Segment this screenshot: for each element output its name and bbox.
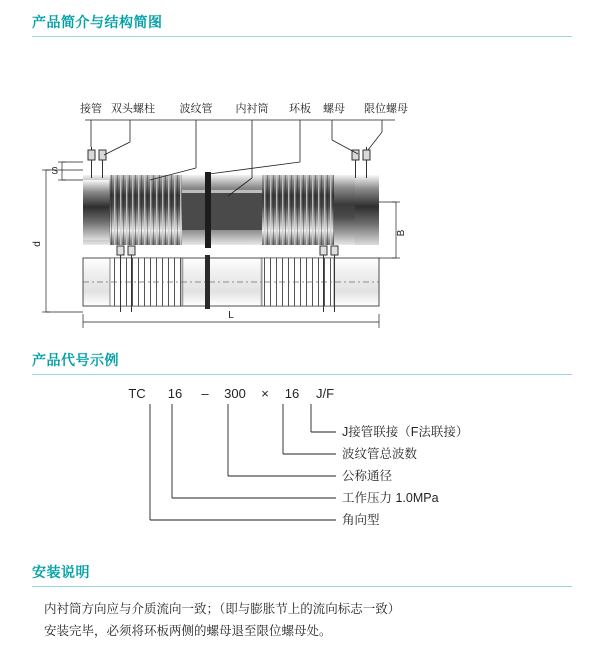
section-intro-divider [32,36,572,37]
code-legend-2: 公称通径 [342,469,393,483]
code-token-0: TC [128,386,146,401]
section-install-title: 安装说明 [32,564,90,580]
section-install-divider [32,586,572,587]
diagram-label-3: 内衬筒 [235,103,269,115]
product-code-example [0,380,600,540]
diagram-label-1: 双头螺柱 [111,103,155,115]
code-legend-0: J接管联接（F法联接） [342,425,469,439]
code-legend-4: 角向型 [342,513,380,527]
diagram-label-0: 接管 [80,103,102,115]
dim-label-s: S [51,166,58,177]
section-code-header [32,350,572,375]
code-token-2: – [201,386,209,401]
structure-diagram-svg [0,50,600,321]
section-code-title: 产品代号示例 [32,352,119,368]
code-token-6: J/F [315,386,335,401]
code-token-5: 16 [284,386,300,401]
section-install-header [32,562,572,587]
code-token-4: × [261,386,269,401]
structure-diagram [0,50,600,321]
section-intro-header [32,12,572,37]
diagram-label-2: 波纹管 [179,103,213,115]
dim-label-b: B [396,229,407,237]
dim-label-d: d [32,241,43,247]
section-code-divider [32,374,572,375]
code-legend-1: 波纹管总波数 [342,447,418,461]
diagram-label-6: 限位螺母 [364,103,408,115]
install-note-0: 内衬筒方向应与介质流向一致；（即与膨胀节上的流向标志一致） [44,602,401,616]
install-note-1: 安装完毕，必须将环板两侧的螺母退至限位螺母处。 [44,624,332,638]
diagram-label-4: 环板 [289,103,311,115]
code-legend-3: 工作压力 1.0MPa [342,491,439,505]
code-token-1: 16 [167,386,183,401]
code-token-3: 300 [224,386,246,401]
dim-label-l: L [228,310,234,321]
section-intro-title: 产品简介与结构简图 [32,14,163,30]
install-notes [44,598,564,642]
product-code-svg [0,380,600,540]
diagram-label-5: 螺母 [323,103,345,115]
